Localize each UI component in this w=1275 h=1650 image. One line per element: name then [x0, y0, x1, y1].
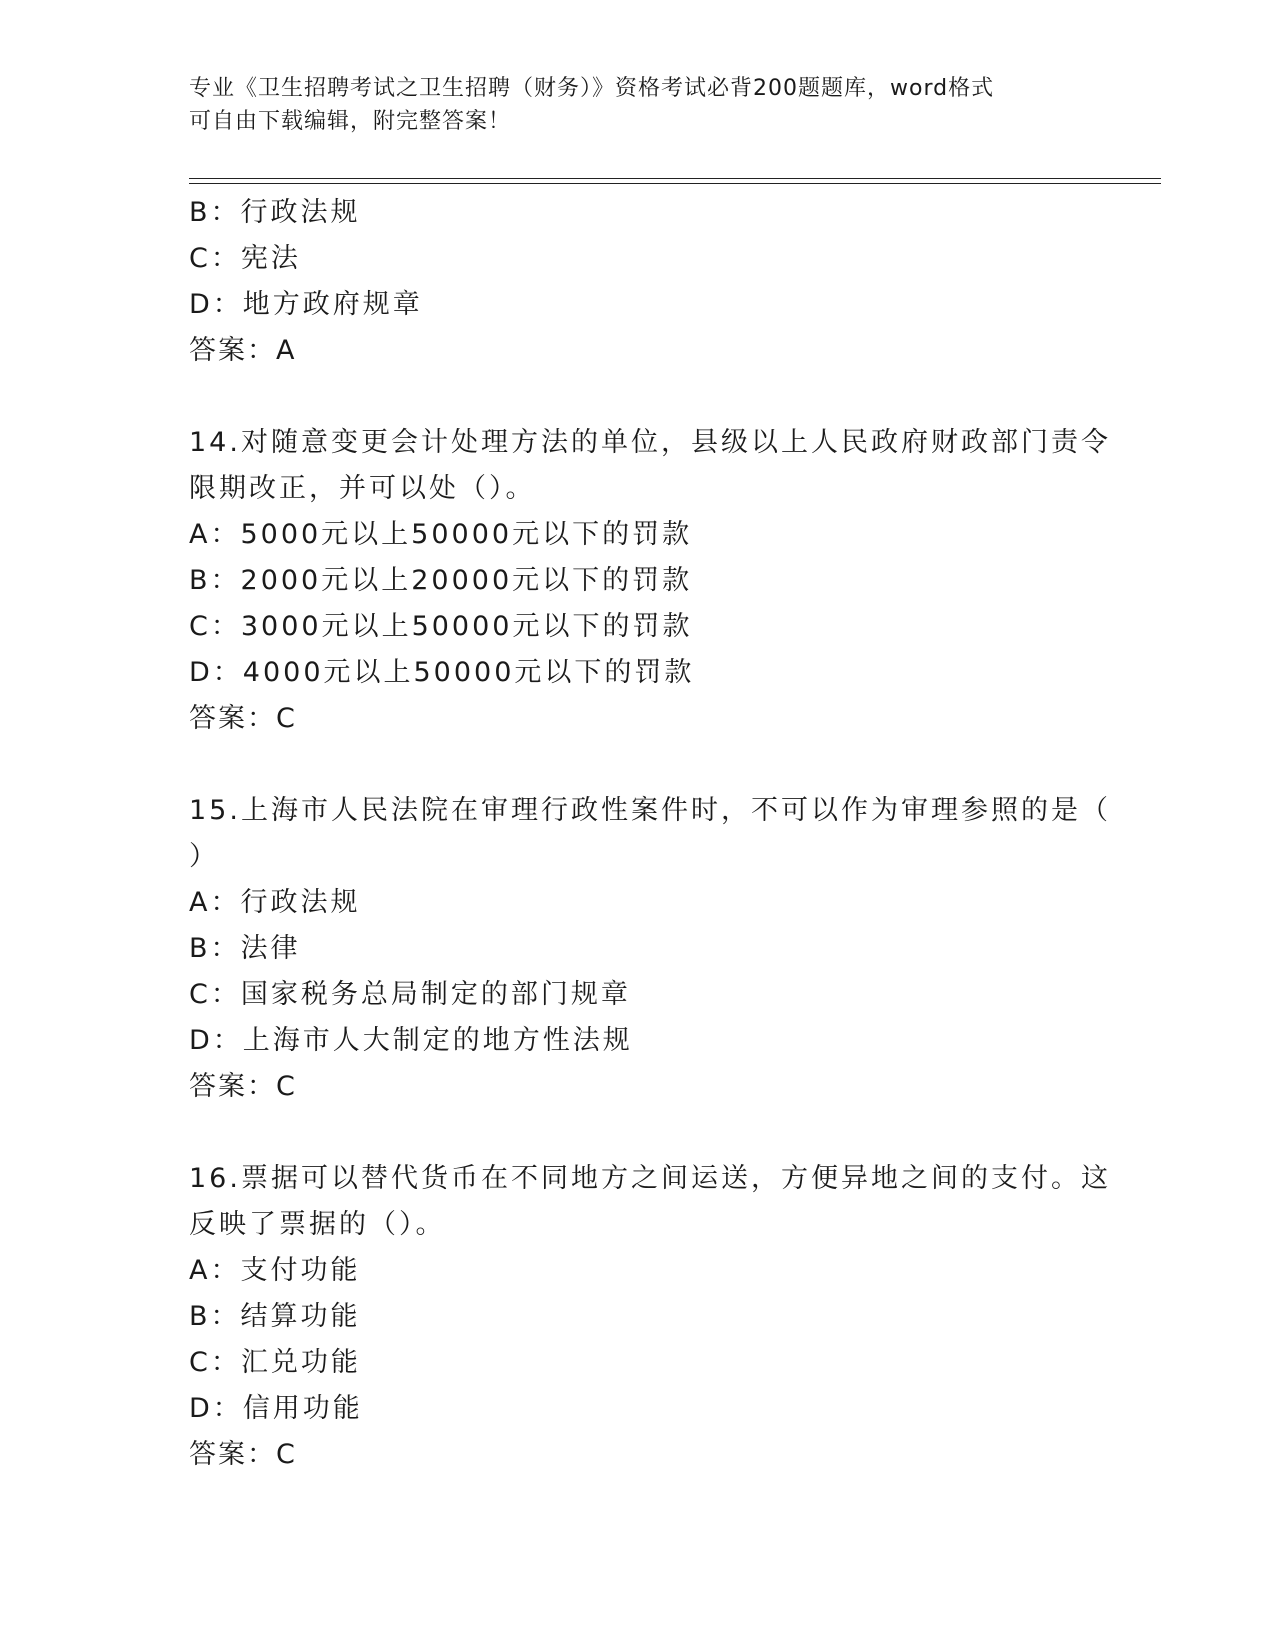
question-14 — [189, 420, 1111, 742]
header-title-line-2: 可自由下载编辑，附完整答案！ — [189, 109, 512, 134]
question-content — [189, 190, 1111, 1478]
question-15 — [189, 788, 1111, 1110]
option-b: B：行政法规 — [189, 197, 361, 228]
answer-line: 答案：C — [189, 1071, 297, 1102]
question-stem: 15.上海市人民法院在审理行政性案件时，不可以作为审理参照的是（ — [189, 795, 1111, 826]
question-stem: ） — [189, 841, 219, 872]
option-c: C：3000元以上50000元以下的罚款 — [189, 611, 693, 642]
option-c: C：国家税务总局制定的部门规章 — [189, 979, 631, 1010]
question-stem: 限期改正，并可以处（）。 — [189, 473, 536, 504]
header-divider-top — [189, 178, 1161, 179]
option-b: B：法律 — [189, 933, 301, 964]
option-a: A：行政法规 — [189, 887, 361, 918]
option-b: B：2000元以上20000元以下的罚款 — [189, 565, 693, 596]
header-divider-bottom — [189, 183, 1161, 184]
question-16 — [189, 1156, 1111, 1478]
answer-line: 答案：C — [189, 1439, 297, 1470]
option-c: C：汇兑功能 — [189, 1347, 361, 1378]
continued-question — [189, 190, 1089, 374]
header-title-line-1: 专业《卫生招聘考试之卫生招聘（财务）》资格考试必背200题题库，word格式 — [189, 76, 995, 101]
answer-line: 答案：C — [189, 703, 297, 734]
option-d: D：信用功能 — [189, 1393, 363, 1424]
option-b: B：结算功能 — [189, 1301, 361, 1332]
option-a: A：5000元以上50000元以下的罚款 — [189, 519, 693, 550]
option-d: D：4000元以上50000元以下的罚款 — [189, 657, 695, 688]
option-d: D：上海市人大制定的地方性法规 — [189, 1025, 633, 1056]
question-stem: 反映了票据的（）。 — [189, 1209, 446, 1240]
document-header — [189, 72, 1089, 138]
option-c: C：宪法 — [189, 243, 301, 274]
option-a: A：支付功能 — [189, 1255, 361, 1286]
option-d: D：地方政府规章 — [189, 289, 423, 320]
answer-line: 答案：A — [189, 335, 297, 366]
question-stem: 16.票据可以替代货币在不同地方之间运送，方便异地之间的支付。这 — [189, 1163, 1111, 1194]
question-stem: 14.对随意变更会计处理方法的单位，县级以上人民政府财政部门责令 — [189, 427, 1111, 458]
